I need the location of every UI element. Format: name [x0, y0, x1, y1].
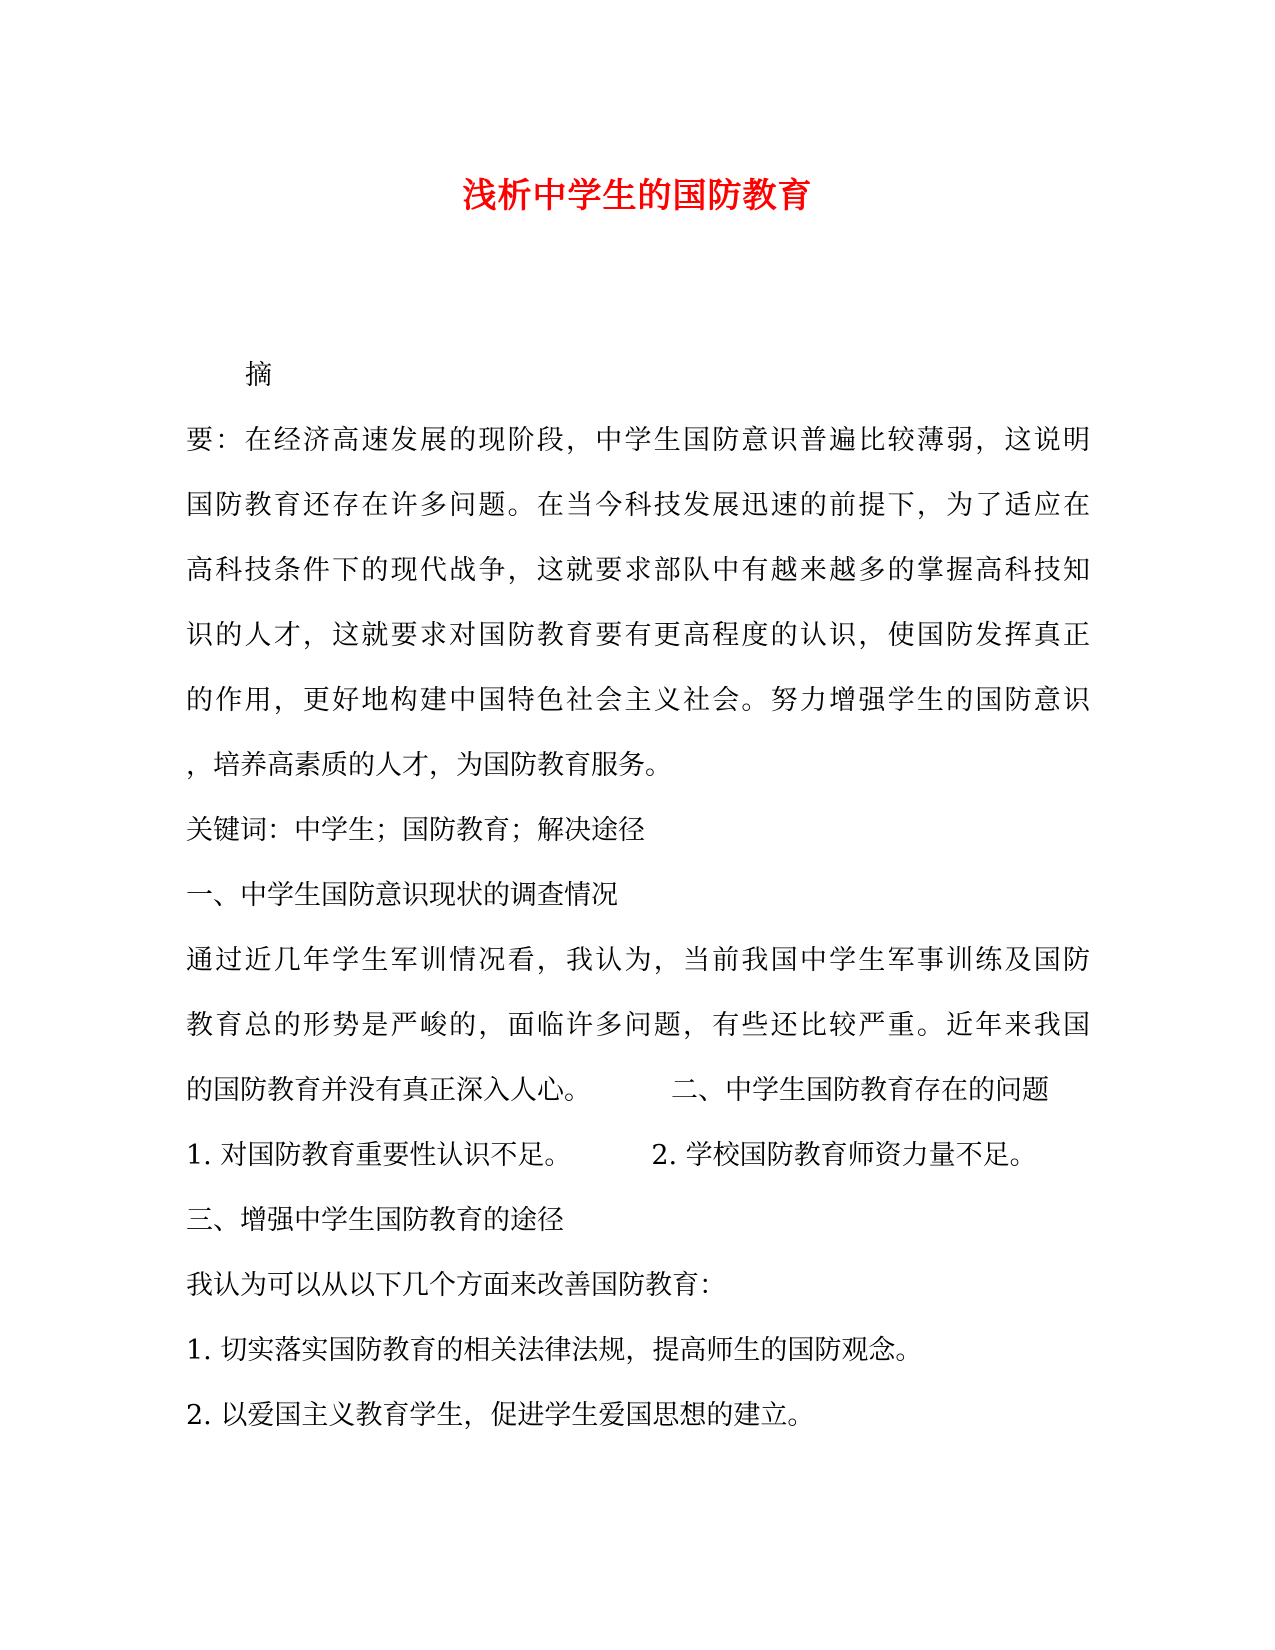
paragraph-line: 通过近几年学生军训情况看，我认为，当前我国中学生军事训练及国防 [186, 945, 1090, 976]
measure-item: 1. 切实落实国防教育的相关法律法规，提高师生的国防观念。 [186, 1335, 923, 1366]
abstract-line: 的作用，更好地构建中国特色社会主义社会。努力增强学生的国防意识 [186, 685, 1090, 716]
paragraph-end: 的国防教育并没有真正深入人心。 [186, 1075, 591, 1106]
document-title: 浅析中学生的国防教育 [462, 176, 813, 216]
problem-item: 2. 学校国防教育师资力量不足。 [651, 1140, 1037, 1171]
section-intro: 我认为可以从以下几个方面来改善国防教育： [186, 1270, 726, 1301]
problem-item: 1. 对国防教育重要性认识不足。 [186, 1140, 572, 1171]
section-heading-3: 三、增强中学生国防教育的途径 [186, 1205, 564, 1236]
document-body [186, 343, 1090, 1448]
paragraph-line: 教育总的形势是严峻的，面临许多问题，有些还比较严重。近年来我国 [186, 1010, 1090, 1041]
abstract-line: 要：在经济高速发展的现阶段，中学生国防意识普遍比较薄弱，这说明 [186, 425, 1090, 456]
keywords: 关键词：中学生；国防教育；解决途径 [186, 815, 645, 846]
abstract-label: 摘 [245, 360, 272, 391]
abstract-line: 国防教育还存在许多问题。在当今科技发展迅速的前提下，为了适应在 [186, 490, 1090, 521]
problem-list [186, 1123, 1090, 1188]
abstract-line: ，培养高素质的人才，为国防教育服务。 [186, 750, 672, 781]
abstract-line: 高科技条件下的现代战争，这就要求部队中有越来越多的掌握高科技知 [186, 555, 1090, 586]
section-heading-1: 一、中学生国防意识现状的调查情况 [186, 880, 618, 911]
section-heading-2: 二、中学生国防教育存在的问题 [671, 1075, 1049, 1106]
measure-item: 2. 以爱国主义教育学生，促进学生爱国思想的建立。 [186, 1400, 815, 1431]
abstract-line: 识的人才，这就要求对国防教育要有更高程度的认识，使国防发挥真正 [186, 620, 1090, 651]
paragraph-line-with-heading [186, 1058, 1090, 1123]
